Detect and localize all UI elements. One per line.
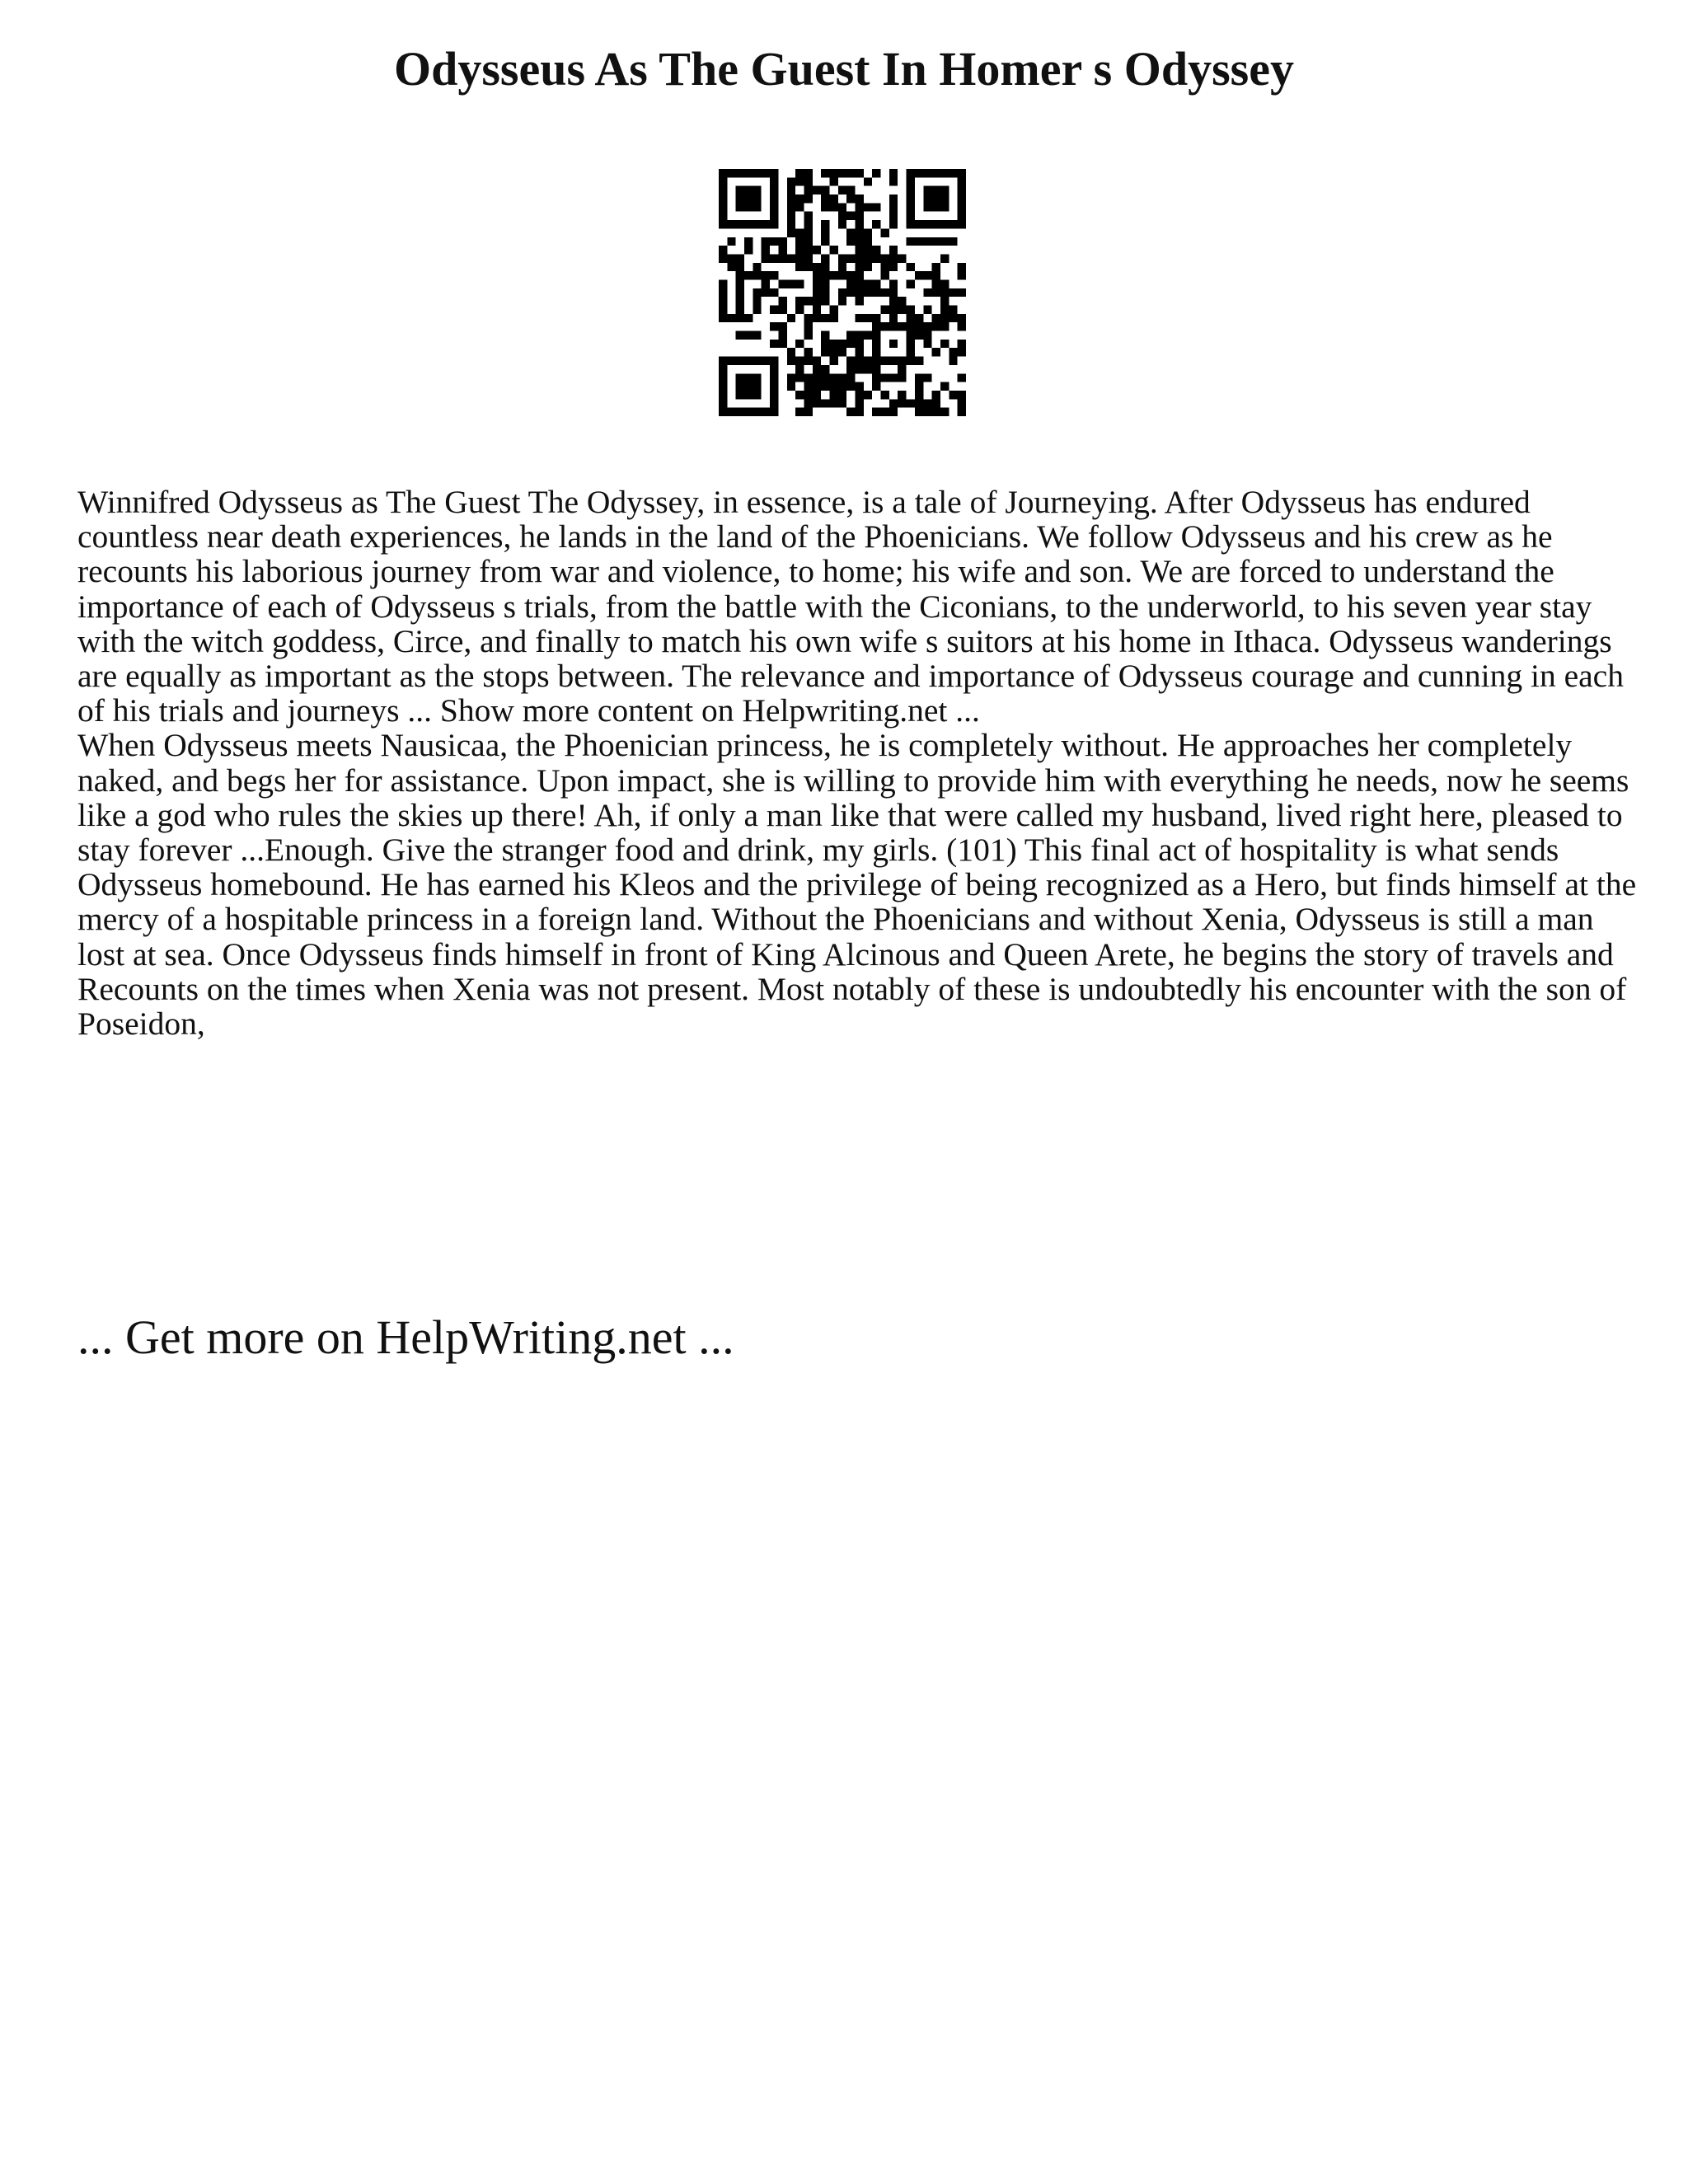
qr-code-icon bbox=[719, 169, 966, 416]
document-title: Odysseus As The Guest In Homer s Odyssey bbox=[393, 42, 1294, 96]
paragraph: Winnifred Odysseus as The Guest The Odyssey, in essence, is a tale of Journeying. After Odysseus has endured countless near death experiences, he lands in the land of the Phoenicians. We follow Odysseus and his crew as he recounts his laborious journey from war and violence, to home; his wife and son. We are forced to understand the importance of each of Odysseus s trials, from the battle with the Ciconians, to the underworld, to his seven year stay with the witch goddess, Circe, and finally to match his own wife s suitors at his home in Ithaca. Odysseus wanderings are equally as important as the stops between. The relevance and importance of Odysseus courage and cunning in each of his trials and journeys ... Show more content on Helpwriting.net ... bbox=[77, 484, 1624, 729]
document-body bbox=[77, 485, 1643, 1041]
get-more-link[interactable]: ... Get more on HelpWriting.net ... bbox=[77, 1310, 734, 1364]
paragraph: When Odysseus meets Nausicaa, the Phoenician princess, he is completely without. He approaches her completely naked, and begs her for assistance. Upon impact, she is willing to provide him with everything he needs, now he seems like a god who rules the skies up there! Ah, if only a man like that were called my husband, lived right here, pleased to stay forever ...Enough. Give the stranger food and drink, my girls. (101) This final act of hospitality is what sends Odysseus homebound. He has earned his Kleos and the privilege of being recognized as a Hero, but finds himself at the mercy of a hospitable princess in a foreign land. Without the Phoenicians and without Xenia, Odysseus is still a man lost at sea. Once Odysseus finds himself in front of King Alcinous and Queen Arete, he begins the story of travels and Recounts on the times when Xenia was not present. Most notably of these is undoubtedly his encounter with the son of Poseidon, bbox=[77, 727, 1637, 1043]
